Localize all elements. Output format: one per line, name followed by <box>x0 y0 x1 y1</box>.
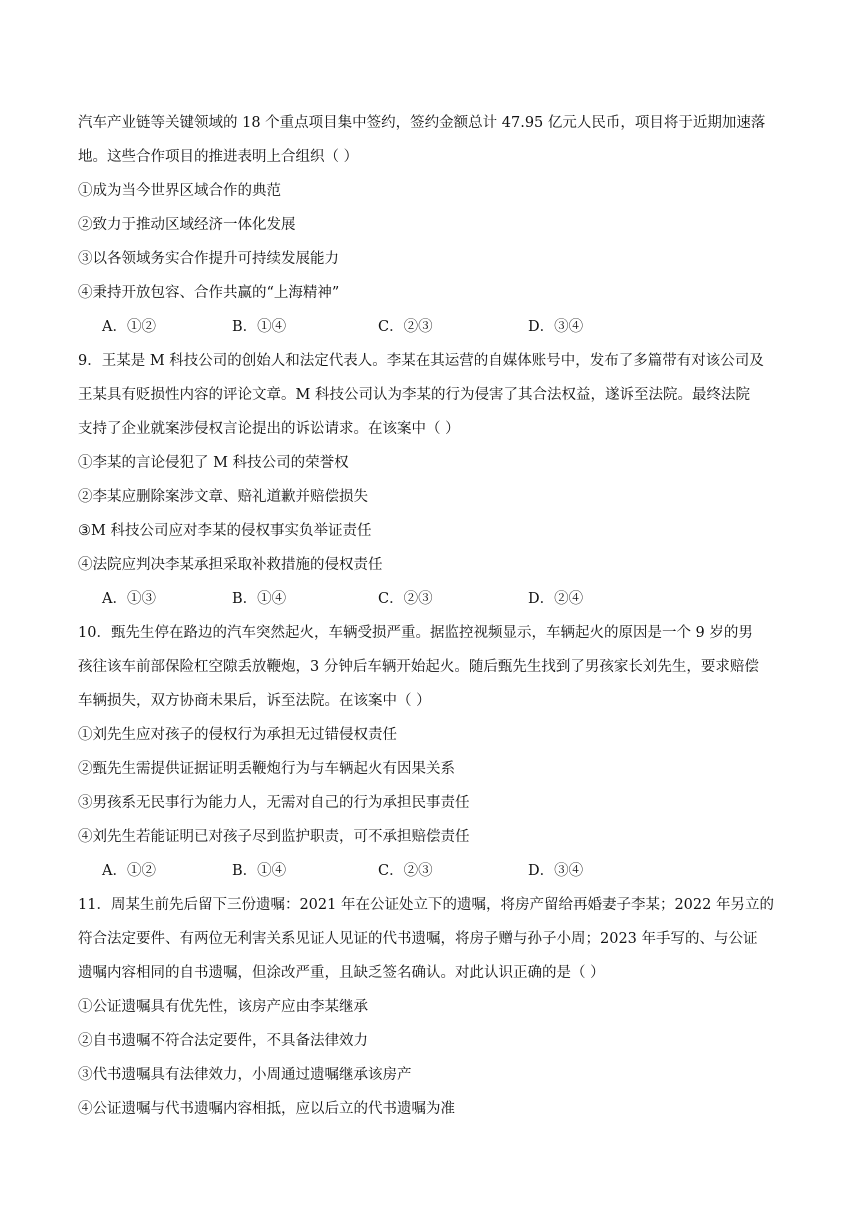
q8-answer-b: B．①④ <box>232 319 287 335</box>
exam-page <box>78 106 790 1126</box>
q8-option-1: ①成为当今世界区域合作的典范 <box>78 183 281 199</box>
q10-answer-choices <box>78 854 790 888</box>
q10-stem-line-2: 孩往该车前部保险杠空隙丢放鞭炮，3 分钟后车辆开始起火。随后甄先生找到了男孩家长刘先生，要求赔偿 <box>78 659 759 675</box>
q9-answer-choices <box>78 582 790 616</box>
q10-answer-b: B．①④ <box>232 863 287 879</box>
q8-answer-a: A．①② <box>102 319 156 335</box>
q8-option-4: ④秉持开放包容、合作共赢的“上海精神” <box>78 285 340 301</box>
q11-stem-line-3: 遗嘱内容相同的自书遗嘱，但涂改严重，且缺乏签名确认。对此认识正确的是（ ） <box>78 965 605 981</box>
q10-option-4: ④刘先生若能证明已对孩子尽到监护职责，可不承担赔偿责任 <box>78 829 470 845</box>
q11-option-4: ④公证遗嘱与代书遗嘱内容相抵，应以后立的代书遗嘱为准 <box>78 1101 455 1117</box>
question-9 <box>78 344 790 616</box>
q9-option-2: ②李某应删除案涉文章、赔礼道歉并赔偿损失 <box>78 489 368 505</box>
q9-stem-line-1: 9．王某是 M 科技公司的创始人和法定代表人。李某在其运营的自媒体账号中，发布了多篇带有对该公司及 <box>78 353 764 369</box>
q10-option-1: ①刘先生应对孩子的侵权行为承担无过错侵权责任 <box>78 727 397 743</box>
q9-option-4: ④法院应判决李某承担采取补救措施的侵权责任 <box>78 557 383 573</box>
q8-option-2: ②致力于推动区域经济一体化发展 <box>78 217 296 233</box>
q9-stem-line-3: 支持了企业就案涉侵权言论提出的诉讼请求。在该案中（ ） <box>78 421 460 437</box>
q10-answer-a: A．①② <box>102 863 156 879</box>
q9-stem-line-2: 王某具有贬损性内容的评论文章。M 科技公司认为李某的行为侵害了其合法权益，遂诉至法院。最终法院 <box>78 387 750 403</box>
q11-option-1: ①公证遗嘱具有优先性，该房产应由李某继承 <box>78 999 368 1015</box>
q9-answer-b: B．①④ <box>232 591 287 607</box>
q9-option-1: ①李某的言论侵犯了 M 科技公司的荣誉权 <box>78 455 349 471</box>
q10-stem-line-1: 10．甄先生停在路边的汽车突然起火，车辆受损严重。据监控视频显示，车辆起火的原因是一个 9 岁的男 <box>78 625 753 641</box>
q10-answer-d: D．③④ <box>528 863 584 879</box>
q9-answer-c: C．②③ <box>378 591 433 607</box>
q11-option-2: ②自书遗嘱不符合法定要件，不具备法律效力 <box>78 1033 368 1049</box>
q8-stem-line-1: 汽车产业链等关键领域的 18 个重点项目集中签约，签约金额总计 47.95 亿元人民币，项目将于近期加速落 <box>78 115 766 131</box>
q8-answer-choices <box>78 310 790 344</box>
q10-option-3: ③男孩系无民事行为能力人，无需对自己的行为承担民事责任 <box>78 795 470 811</box>
question-11 <box>78 888 790 1126</box>
q11-stem-line-2: 符合法定要件、有两位无利害关系见证人见证的代书遗嘱，将房子赠与孙子小周；2023 年手写的、与公证 <box>78 931 758 947</box>
q10-stem-line-3: 车辆损失，双方协商未果后，诉至法院。在该案中（ ） <box>78 693 431 709</box>
q8-answer-d: D．③④ <box>528 319 584 335</box>
question-10 <box>78 616 790 888</box>
q11-stem-line-1: 11．周某生前先后留下三份遗嘱：2021 年在公证处立下的遗嘱，将房产留给再婚妻子李某；2022 年另立的 <box>78 897 774 913</box>
q11-option-3: ③代书遗嘱具有法律效力，小周通过遗嘱继承该房产 <box>78 1067 412 1083</box>
q8-option-3: ③以各领域务实合作提升可持续发展能力 <box>78 251 339 267</box>
question-8 <box>78 106 790 344</box>
q8-stem-line-2: 地。这些合作项目的推进表明上合组织（ ） <box>78 149 359 165</box>
q9-option-3: ③M 科技公司应对李某的侵权事实负举证责任 <box>78 523 372 539</box>
q8-answer-c: C．②③ <box>378 319 433 335</box>
q9-answer-a: A．①③ <box>102 591 156 607</box>
q10-answer-c: C．②③ <box>378 863 433 879</box>
q9-answer-d: D．②④ <box>528 591 584 607</box>
q10-option-2: ②甄先生需提供证据证明丢鞭炮行为与车辆起火有因果关系 <box>78 761 455 777</box>
